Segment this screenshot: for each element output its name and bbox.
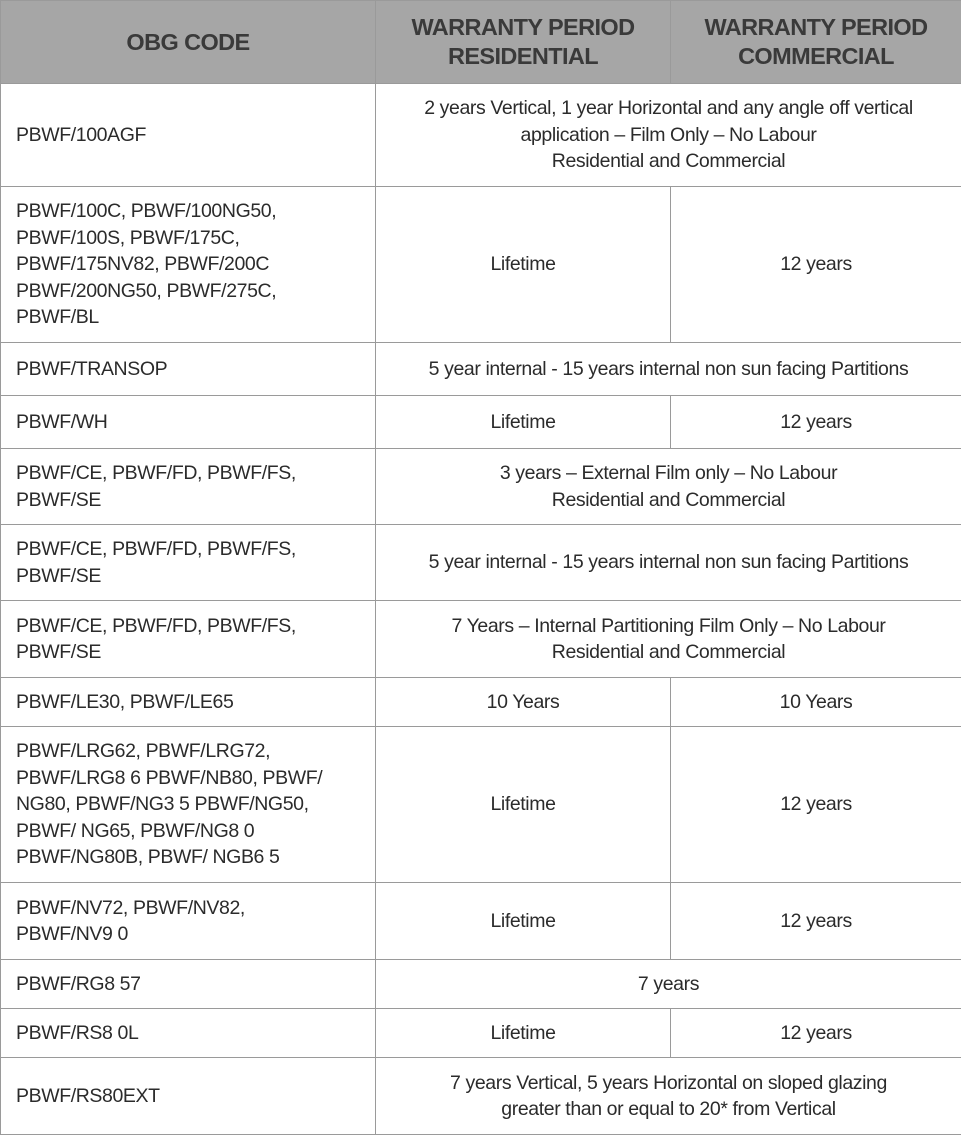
table-row <box>1 343 961 396</box>
obg-code-cell <box>1 343 376 396</box>
table-row <box>1 727 961 883</box>
table-row <box>1 84 961 187</box>
warranty-commercial-cell <box>671 727 961 883</box>
obg-code-text: PBWF/CE, PBWF/FD, PBWF/FS, PBWF/SE <box>16 538 296 587</box>
obg-code-cell <box>1 601 376 678</box>
warranty-combined-text: 7 Years – Internal Partitioning Film Only – No Labour Residential and Commercial <box>451 615 885 664</box>
warranty-commercial-text: 12 years <box>780 253 852 275</box>
warranty-residential-text: Lifetime <box>490 910 555 932</box>
warranty-residential-cell <box>376 187 671 343</box>
table-row <box>1 678 961 727</box>
warranty-residential-cell <box>376 727 671 883</box>
warranty-combined-text: 2 years Vertical, 1 year Horizontal and any angle off vertical application – Film Only – No Labour Residential and Commercial <box>424 97 913 172</box>
obg-code-text: PBWF/WH <box>16 411 107 433</box>
obg-code-text: PBWF/RS8 0L <box>16 1022 138 1044</box>
warranty-combined-cell <box>376 525 961 601</box>
warranty-residential-cell <box>376 1009 671 1058</box>
warranty-commercial-text: 12 years <box>780 411 852 433</box>
warranty-commercial-cell <box>671 678 961 727</box>
table-row <box>1 1009 961 1058</box>
warranty-commercial-cell <box>671 396 961 449</box>
table-row <box>1 449 961 525</box>
warranty-residential-cell <box>376 396 671 449</box>
warranty-residential-text: Lifetime <box>490 793 555 815</box>
warranty-residential-cell <box>376 883 671 960</box>
obg-code-cell <box>1 187 376 343</box>
warranty-residential-cell <box>376 678 671 727</box>
warranty-combined-cell <box>376 343 961 396</box>
warranty-combined-text: 7 years Vertical, 5 years Horizontal on sloped glazing greater than or equal to 20* from Vertical <box>450 1072 887 1121</box>
warranty-combined-cell <box>376 1058 961 1135</box>
header-warranty-residential <box>376 1 671 84</box>
warranty-combined-text: 3 years – External Film only – No Labour Residential and Commercial <box>500 462 837 511</box>
obg-code-text: PBWF/TRANSOP <box>16 358 167 380</box>
obg-code-cell <box>1 883 376 960</box>
table-body <box>1 84 961 1135</box>
warranty-residential-text: Lifetime <box>490 411 555 433</box>
warranty-combined-text: 5 year internal - 15 years internal non sun facing Partitions <box>429 551 909 573</box>
warranty-combined-cell <box>376 84 961 187</box>
table-row <box>1 601 961 678</box>
obg-code-cell <box>1 678 376 727</box>
warranty-residential-text: 10 Years <box>487 691 560 713</box>
obg-code-cell <box>1 449 376 525</box>
warranty-residential-text: Lifetime <box>490 1022 555 1044</box>
obg-code-cell <box>1 525 376 601</box>
obg-code-text: PBWF/CE, PBWF/FD, PBWF/FS, PBWF/SE <box>16 462 296 511</box>
obg-code-text: PBWF/100AGF <box>16 124 146 146</box>
obg-code-text: PBWF/RS80EXT <box>16 1085 160 1107</box>
obg-code-text: PBWF/CE, PBWF/FD, PBWF/FS, PBWF/SE <box>16 615 296 664</box>
obg-code-text: PBWF/RG8 57 <box>16 973 141 995</box>
obg-code-text: PBWF/100C, PBWF/100NG50, PBWF/100S, PBWF/175C, PBWF/175NV82, PBWF/200C PBWF/200NG50, PBWF/275C, PBWF/BL <box>16 200 276 328</box>
table-row <box>1 396 961 449</box>
obg-code-text: PBWF/NV72, PBWF/NV82, PBWF/NV9 0 <box>16 897 245 946</box>
warranty-commercial-text: 12 years <box>780 793 852 815</box>
warranty-commercial-text: 12 years <box>780 1022 852 1044</box>
warranty-combined-cell <box>376 601 961 678</box>
obg-code-cell <box>1 727 376 883</box>
warranty-commercial-text: 10 Years <box>780 691 853 713</box>
obg-code-cell <box>1 84 376 187</box>
warranty-combined-text: 5 year internal - 15 years internal non sun facing Partitions <box>429 358 909 380</box>
header-row <box>1 1 961 84</box>
warranty-commercial-text: 12 years <box>780 910 852 932</box>
table-header <box>1 1 961 84</box>
table-row <box>1 883 961 960</box>
table-row <box>1 960 961 1009</box>
header-warranty-commercial <box>671 1 961 84</box>
warranty-combined-cell <box>376 960 961 1009</box>
header-residential-label: WARRANTY PERIOD RESIDENTIAL <box>412 14 635 69</box>
table-row <box>1 187 961 343</box>
warranty-commercial-cell <box>671 1009 961 1058</box>
header-obg-code <box>1 1 376 84</box>
warranty-commercial-cell <box>671 883 961 960</box>
obg-code-cell <box>1 1009 376 1058</box>
obg-code-text: PBWF/LE30, PBWF/LE65 <box>16 691 233 713</box>
header-commercial-label: WARRANTY PERIOD COMMERCIAL <box>705 14 928 69</box>
warranty-combined-text: 7 years <box>638 973 699 995</box>
warranty-commercial-cell <box>671 187 961 343</box>
header-obg-code-label: OBG CODE <box>126 29 249 55</box>
table-row <box>1 1058 961 1135</box>
warranty-combined-cell <box>376 449 961 525</box>
obg-code-cell <box>1 1058 376 1135</box>
obg-code-cell <box>1 960 376 1009</box>
obg-code-cell <box>1 396 376 449</box>
warranty-residential-text: Lifetime <box>490 253 555 275</box>
obg-code-text: PBWF/LRG62, PBWF/LRG72, PBWF/LRG8 6 PBWF/NB80, PBWF/ NG80, PBWF/NG3 5 PBWF/NG50, PBWF/ NG65, PBWF/NG8 0 PBWF/NG80B, PBWF/ NGB6 5 <box>16 740 322 868</box>
table-row <box>1 525 961 601</box>
